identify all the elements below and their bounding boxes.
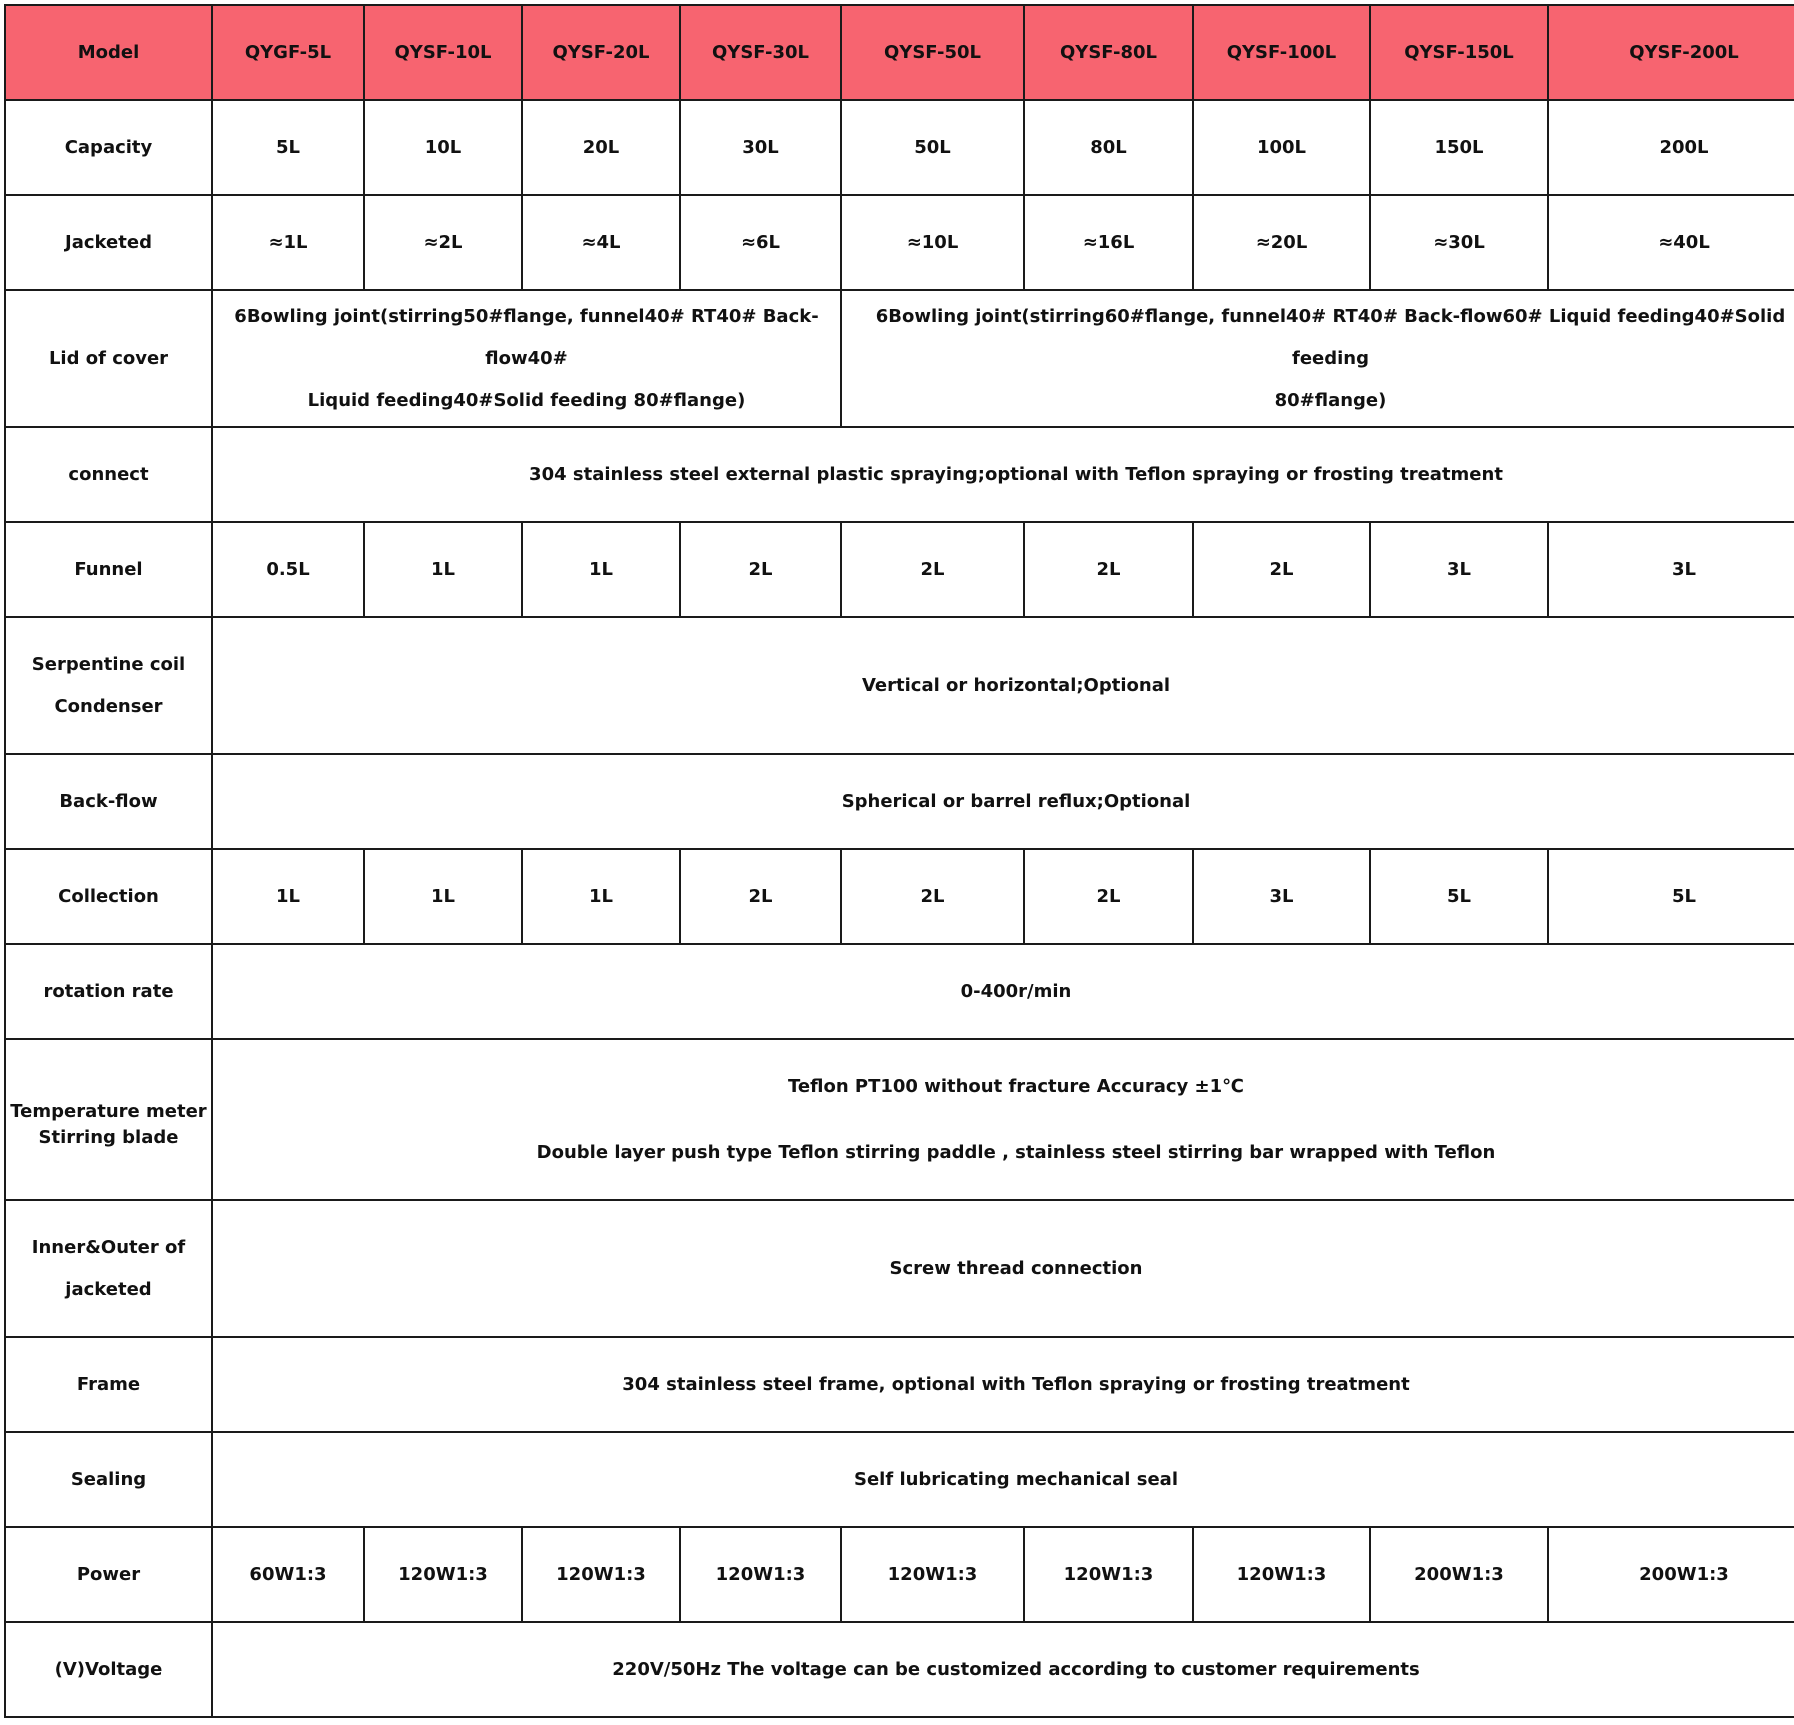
header-model: QYSF-30L — [680, 5, 841, 100]
table-cell: 5L — [1548, 849, 1794, 944]
row-label: Lid of cover — [5, 290, 212, 427]
inner-outer-label-line2: jacketed — [65, 1278, 152, 1300]
voltage-row — [5, 1622, 1794, 1717]
table-cell: 100L — [1193, 100, 1370, 195]
table-cell: ≈16L — [1024, 195, 1193, 290]
header-model: QYSF-50L — [841, 5, 1024, 100]
row-label: Jacketed — [5, 195, 212, 290]
spec-table — [4, 4, 1794, 1718]
row-label: Back-flow — [5, 754, 212, 849]
sealing-row — [5, 1432, 1794, 1527]
lid-large-cell — [841, 290, 1794, 427]
table-cell: ≈2L — [364, 195, 522, 290]
table-cell: 80L — [1024, 100, 1193, 195]
temperature-value-line1: Teflon PT100 without fracture Accuracy ±1℃ — [788, 1075, 1244, 1097]
table-cell: 150L — [1370, 100, 1548, 195]
lid-row — [5, 290, 1794, 427]
row-label — [5, 1200, 212, 1337]
header-model: QYSF-20L — [522, 5, 680, 100]
merged-cell — [212, 1039, 1794, 1200]
row-label: rotation rate — [5, 944, 212, 1039]
rotation-row — [5, 944, 1794, 1039]
stirring-label-line2: Stirring blade — [38, 1126, 179, 1148]
collection-row — [5, 849, 1794, 944]
table-cell: 2L — [1024, 849, 1193, 944]
merged-cell: 0-400r/min — [212, 944, 1794, 1039]
row-label — [5, 617, 212, 754]
row-label: Sealing — [5, 1432, 212, 1527]
table-cell: 120W1:3 — [841, 1527, 1024, 1622]
inner-outer-row — [5, 1200, 1794, 1337]
table-cell: 3L — [1370, 522, 1548, 617]
merged-cell: 304 stainless steel external plastic spraying;optional with Teflon spraying or frosting treatment — [212, 427, 1794, 522]
lid-large-line1: 6Bowling joint(stirring60#flange, funnel40# RT40# Back-flow60# Liquid feeding40#Solid feeding — [875, 305, 1786, 369]
merged-cell: 220V/50Hz The voltage can be customized according to customer requirements — [212, 1622, 1794, 1717]
header-model: QYSF-10L — [364, 5, 522, 100]
power-row — [5, 1527, 1794, 1622]
table-cell: 50L — [841, 100, 1024, 195]
merged-cell: Spherical or barrel reflux;Optional — [212, 754, 1794, 849]
header-model: QYSF-80L — [1024, 5, 1193, 100]
header-model: QYSF-150L — [1370, 5, 1548, 100]
temperature-label-line1: Temperature meter — [10, 1100, 207, 1122]
table-cell: 120W1:3 — [1193, 1527, 1370, 1622]
temperature-row — [5, 1039, 1794, 1200]
condenser-row — [5, 617, 1794, 754]
frame-row — [5, 1337, 1794, 1432]
table-cell: 120W1:3 — [522, 1527, 680, 1622]
lid-small-line2: Liquid feeding40#Solid feeding 80#flange) — [307, 389, 746, 411]
table-cell: 5L — [1370, 849, 1548, 944]
table-cell: 2L — [841, 849, 1024, 944]
table-cell: 20L — [522, 100, 680, 195]
header-model: QYSF-100L — [1193, 5, 1370, 100]
table-cell: 3L — [1193, 849, 1370, 944]
header-model-label: Model — [5, 5, 212, 100]
table-cell: 0.5L — [212, 522, 364, 617]
lid-small-cell — [212, 290, 841, 427]
table-cell: 3L — [1548, 522, 1794, 617]
condenser-label-line2: Condenser — [54, 695, 163, 717]
row-label: connect — [5, 427, 212, 522]
capacity-row — [5, 100, 1794, 195]
table-cell: ≈6L — [680, 195, 841, 290]
table-cell: 1L — [364, 522, 522, 617]
merged-cell: Vertical or horizontal;Optional — [212, 617, 1794, 754]
table-cell: ≈10L — [841, 195, 1024, 290]
table-cell: 5L — [212, 100, 364, 195]
header-model: QYSF-200L — [1548, 5, 1794, 100]
table-cell: 2L — [1193, 522, 1370, 617]
merged-cell: Self lubricating mechanical seal — [212, 1432, 1794, 1527]
lid-small-line1: 6Bowling joint(stirring50#flange, funnel40# RT40# Back-flow40# — [234, 305, 819, 369]
table-cell: 120W1:3 — [1024, 1527, 1193, 1622]
table-cell: 1L — [364, 849, 522, 944]
row-label — [5, 1039, 212, 1200]
connect-row — [5, 427, 1794, 522]
table-cell: 200L — [1548, 100, 1794, 195]
table-cell: 1L — [212, 849, 364, 944]
row-label: Funnel — [5, 522, 212, 617]
header-row — [5, 5, 1794, 100]
table-cell: 1L — [522, 522, 680, 617]
condenser-label-line1: Serpentine coil — [31, 653, 186, 675]
merged-cell: Screw thread connection — [212, 1200, 1794, 1337]
inner-outer-label-line1: Inner&Outer of — [31, 1236, 186, 1258]
header-model: QYGF-5L — [212, 5, 364, 100]
table-cell: 10L — [364, 100, 522, 195]
table-cell: ≈40L — [1548, 195, 1794, 290]
table-cell: ≈30L — [1370, 195, 1548, 290]
row-label: (V)Voltage — [5, 1622, 212, 1717]
row-label: Capacity — [5, 100, 212, 195]
lid-large-line2: 80#flange) — [1274, 389, 1387, 411]
funnel-row — [5, 522, 1794, 617]
table-cell: ≈20L — [1193, 195, 1370, 290]
table-cell: ≈1L — [212, 195, 364, 290]
table-cell: 2L — [680, 522, 841, 617]
table-cell: 1L — [522, 849, 680, 944]
table-cell: 2L — [680, 849, 841, 944]
table-cell: 2L — [841, 522, 1024, 617]
stirring-value-line2: Double layer push type Teflon stirring paddle , stainless steel stirring bar wrapped with Teflon — [536, 1141, 1496, 1163]
row-label: Power — [5, 1527, 212, 1622]
backflow-row — [5, 754, 1794, 849]
row-label: Collection — [5, 849, 212, 944]
table-cell: 120W1:3 — [680, 1527, 841, 1622]
table-cell: 120W1:3 — [364, 1527, 522, 1622]
jacketed-row — [5, 195, 1794, 290]
table-cell: 2L — [1024, 522, 1193, 617]
table-cell: 200W1:3 — [1370, 1527, 1548, 1622]
table-cell: 60W1:3 — [212, 1527, 364, 1622]
table-cell: ≈4L — [522, 195, 680, 290]
row-label: Frame — [5, 1337, 212, 1432]
table-cell: 200W1:3 — [1548, 1527, 1794, 1622]
table-cell: 30L — [680, 100, 841, 195]
merged-cell: 304 stainless steel frame, optional with Teflon spraying or frosting treatment — [212, 1337, 1794, 1432]
